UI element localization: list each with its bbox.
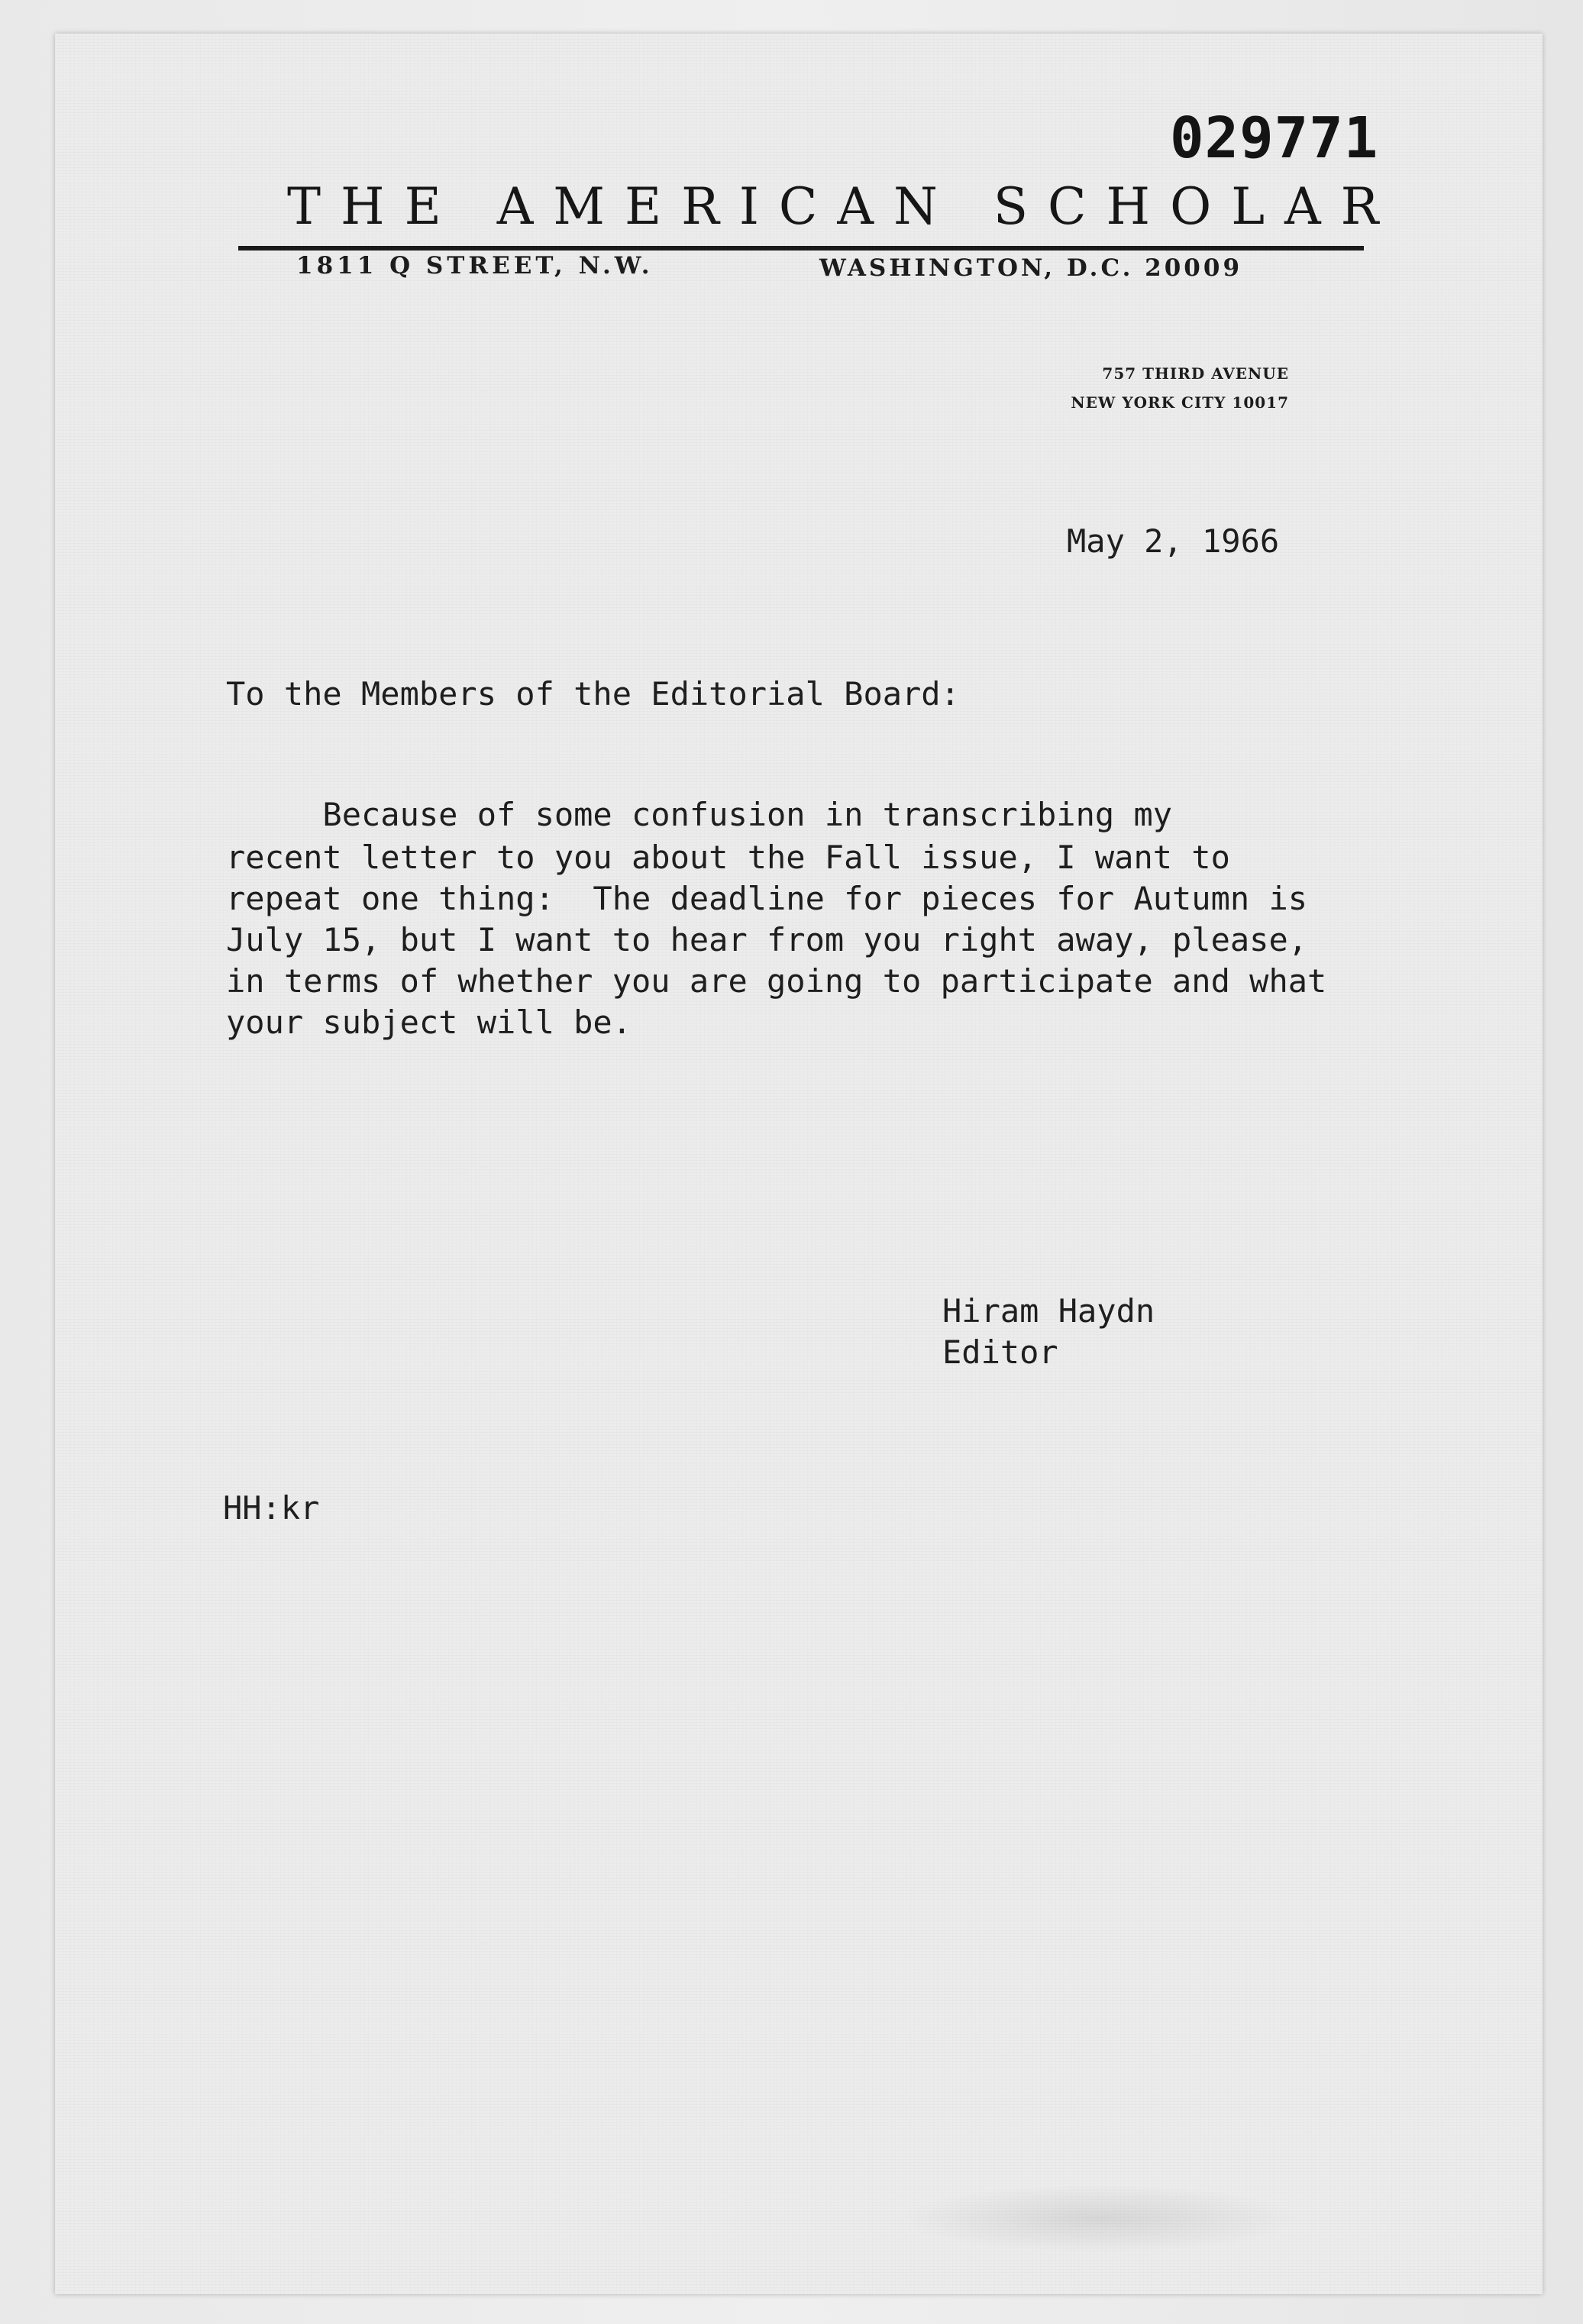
alternate-address-line2: NEW YORK CITY 10017 [1071, 393, 1289, 412]
letterhead-city: WASHINGTON, D.C. 20009 [819, 254, 1243, 282]
letter-date: May 2, 1966 [1067, 522, 1280, 560]
body-line: July 15, but I want to hear from you right away, please, [226, 921, 1308, 958]
signature-name: Hiram Haydn [942, 1292, 1155, 1330]
paper-smudge [901, 2184, 1298, 2253]
alternate-address-line1: 757 THIRD AVENUE [1102, 364, 1289, 383]
alternate-address [1035, 359, 1289, 417]
document-number: 029771 [1170, 105, 1379, 171]
signature-title: Editor [942, 1333, 1058, 1371]
body-line: Because of some confusion in transcribing my [226, 796, 1173, 833]
body-line: repeat one thing: The deadline for pieces for Autumn is [226, 880, 1308, 917]
body-line: your subject will be. [226, 1004, 632, 1041]
body-line: recent letter to you about the Fall issue, I want to [226, 839, 1230, 876]
body-line: in terms of whether you are going to participate and what [226, 962, 1327, 1000]
letter-page [55, 34, 1543, 2294]
salutation: To the Members of the Editorial Board: [226, 675, 960, 713]
typist-initials: HH:kr [223, 1489, 320, 1527]
letterhead-rule [238, 246, 1364, 251]
letterhead-street: 1811 Q STREET, N.W. [296, 252, 654, 280]
letterhead-title: THE AMERICAN SCHOLAR [287, 177, 1399, 236]
